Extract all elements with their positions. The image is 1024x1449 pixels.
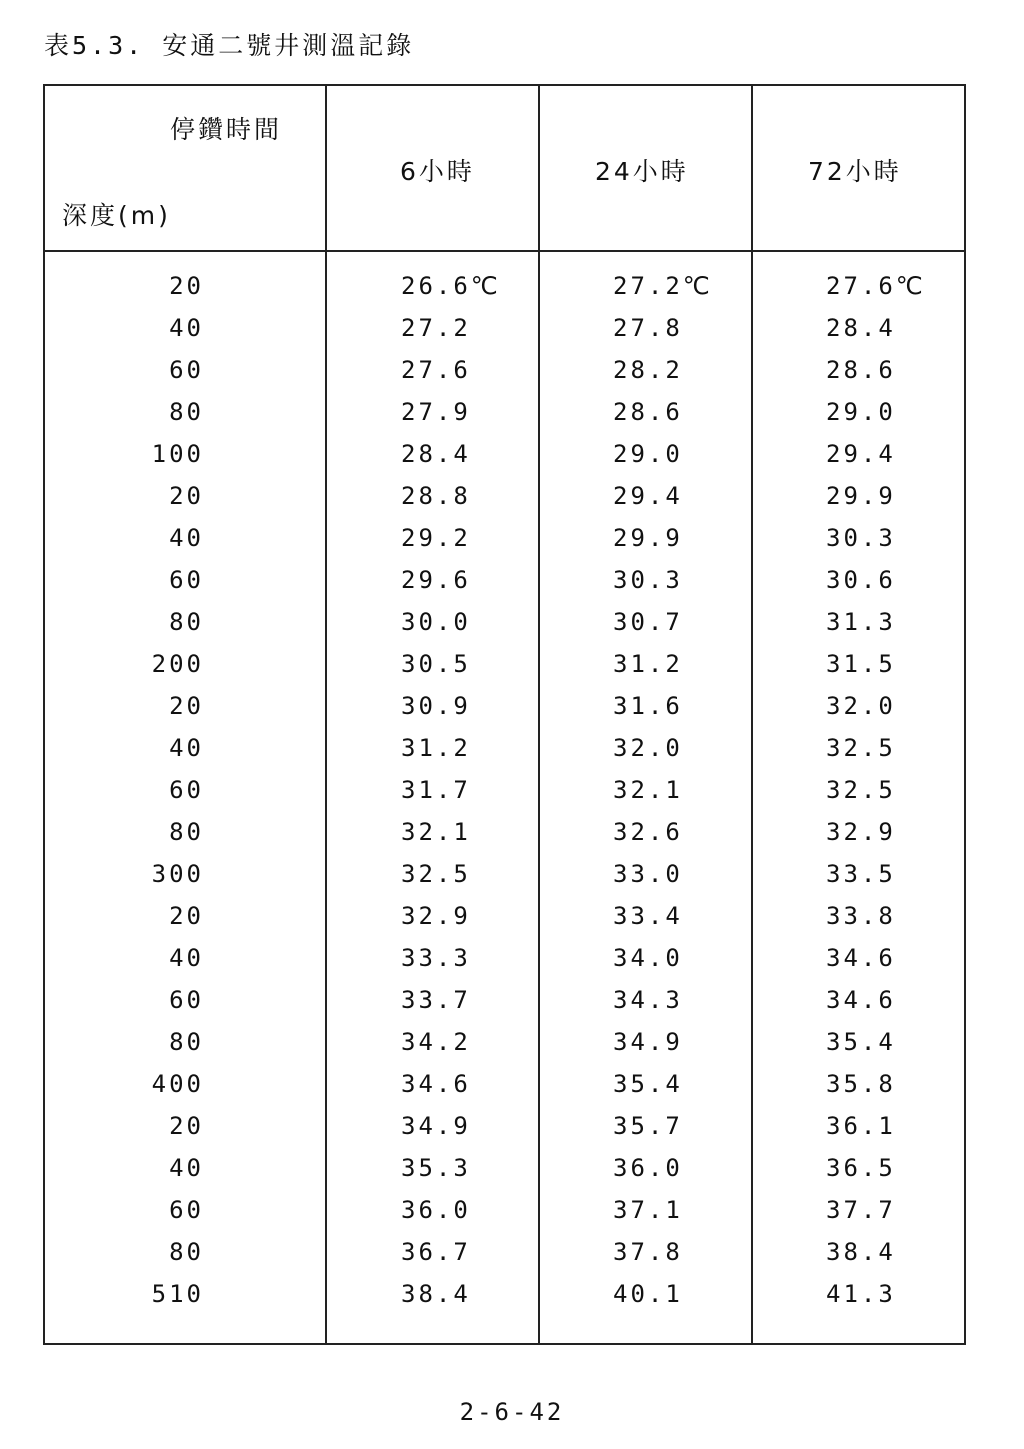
temp-24h-cell: 34.3 <box>613 986 683 1014</box>
depth-cell: 60 <box>169 356 204 384</box>
table-row <box>43 314 966 356</box>
temp-24h-cell: 29.9 <box>613 524 683 552</box>
table-row <box>43 566 966 608</box>
temp-6h-cell: 27.2 <box>401 314 471 342</box>
depth-cell: 20 <box>169 902 204 930</box>
temp-6h-cell: 26.6℃ <box>401 272 501 300</box>
temp-6h-cell: 38.4 <box>401 1280 471 1308</box>
depth-cell: 510 <box>151 1280 204 1308</box>
temp-6h-cell: 29.6 <box>401 566 471 594</box>
temp-72h-cell: 27.6℃ <box>826 272 926 300</box>
depth-cell: 60 <box>169 566 204 594</box>
depth-cell: 400 <box>151 1070 204 1098</box>
temp-72h-cell: 35.8 <box>826 1070 896 1098</box>
depth-cell: 80 <box>169 608 204 636</box>
table-row <box>43 272 966 314</box>
header-divider <box>43 250 966 252</box>
temp-24h-cell: 33.0 <box>613 860 683 888</box>
depth-cell: 40 <box>169 734 204 762</box>
depth-cell: 40 <box>169 314 204 342</box>
depth-cell: 60 <box>169 986 204 1014</box>
stop-time-label: 停鑽時間 <box>170 115 283 144</box>
temp-72h-cell: 32.9 <box>826 818 896 846</box>
table-row <box>43 902 966 944</box>
temp-72h-cell: 30.6 <box>826 566 896 594</box>
table-row <box>43 1112 966 1154</box>
temp-72h-cell: 33.8 <box>826 902 896 930</box>
depth-cell: 80 <box>169 818 204 846</box>
temp-6h-cell: 31.2 <box>401 734 471 762</box>
temp-72h-cell: 31.5 <box>826 650 896 678</box>
temp-6h-cell: 28.8 <box>401 482 471 510</box>
temp-24h-cell: 30.3 <box>613 566 683 594</box>
temp-24h-cell: 28.6 <box>613 398 683 426</box>
temp-24h-cell: 28.2 <box>613 356 683 384</box>
depth-cell: 80 <box>169 1028 204 1056</box>
table-row <box>43 734 966 776</box>
table-body <box>43 272 966 1322</box>
table-row <box>43 356 966 398</box>
table-row <box>43 986 966 1028</box>
table-row <box>43 608 966 650</box>
depth-cell: 300 <box>151 860 204 888</box>
temp-72h-cell: 32.5 <box>826 734 896 762</box>
temp-6h-cell: 35.3 <box>401 1154 471 1182</box>
temp-24h-cell: 32.1 <box>613 776 683 804</box>
temp-72h-cell: 37.7 <box>826 1196 896 1224</box>
table-row <box>43 524 966 566</box>
depth-cell: 80 <box>169 398 204 426</box>
depth-cell: 40 <box>169 944 204 972</box>
temp-6h-cell: 32.5 <box>401 860 471 888</box>
temp-24h-cell: 31.2 <box>613 650 683 678</box>
depth-cell: 80 <box>169 1238 204 1266</box>
temp-24h-cell: 35.4 <box>613 1070 683 1098</box>
table-row <box>43 650 966 692</box>
depth-label: 深度(m) <box>62 201 171 230</box>
table-row <box>43 1238 966 1280</box>
depth-cell: 40 <box>169 524 204 552</box>
temp-6h-cell: 27.9 <box>401 398 471 426</box>
temp-6h-cell: 34.6 <box>401 1070 471 1098</box>
temp-6h-cell: 32.1 <box>401 818 471 846</box>
temp-72h-cell: 36.5 <box>826 1154 896 1182</box>
depth-cell: 100 <box>151 440 204 468</box>
temp-24h-cell: 37.1 <box>613 1196 683 1224</box>
temp-72h-cell: 29.4 <box>826 440 896 468</box>
temp-6h-cell: 33.3 <box>401 944 471 972</box>
temp-6h-cell: 36.0 <box>401 1196 471 1224</box>
temp-6h-cell: 27.6 <box>401 356 471 384</box>
temp-72h-cell: 32.0 <box>826 692 896 720</box>
temp-24h-cell: 35.7 <box>613 1112 683 1140</box>
table-row <box>43 818 966 860</box>
temp-72h-cell: 33.5 <box>826 860 896 888</box>
temp-6h-cell: 34.2 <box>401 1028 471 1056</box>
temp-72h-cell: 31.3 <box>826 608 896 636</box>
temp-6h-cell: 32.9 <box>401 902 471 930</box>
temp-24h-cell: 32.0 <box>613 734 683 762</box>
temp-72h-cell: 41.3 <box>826 1280 896 1308</box>
temp-6h-cell: 30.5 <box>401 650 471 678</box>
table-row <box>43 440 966 482</box>
temp-6h-cell: 30.9 <box>401 692 471 720</box>
temp-72h-cell: 38.4 <box>826 1238 896 1266</box>
temp-6h-cell: 34.9 <box>401 1112 471 1140</box>
temp-24h-cell: 29.4 <box>613 482 683 510</box>
table-row <box>43 1196 966 1238</box>
temp-72h-cell: 29.0 <box>826 398 896 426</box>
temp-72h-cell: 34.6 <box>826 944 896 972</box>
temp-24h-cell: 31.6 <box>613 692 683 720</box>
temp-24h-cell: 32.6 <box>613 818 683 846</box>
depth-cell: 20 <box>169 692 204 720</box>
depth-cell: 60 <box>169 1196 204 1224</box>
depth-cell: 20 <box>169 1112 204 1140</box>
temp-24h-cell: 34.0 <box>613 944 683 972</box>
temp-72h-cell: 32.5 <box>826 776 896 804</box>
temp-6h-cell: 31.7 <box>401 776 471 804</box>
column-header-6h: 6小時 <box>400 157 475 186</box>
temp-72h-cell: 35.4 <box>826 1028 896 1056</box>
depth-cell: 40 <box>169 1154 204 1182</box>
temp-6h-cell: 33.7 <box>401 986 471 1014</box>
temp-6h-cell: 29.2 <box>401 524 471 552</box>
table-row <box>43 1154 966 1196</box>
depth-cell: 200 <box>151 650 204 678</box>
table-caption: 表5.3. 安通二號井測溫記錄 <box>44 31 415 60</box>
table-row <box>43 1280 966 1322</box>
temp-72h-cell: 28.6 <box>826 356 896 384</box>
depth-cell: 20 <box>169 482 204 510</box>
temp-6h-cell: 28.4 <box>401 440 471 468</box>
depth-cell: 20 <box>169 272 204 300</box>
temp-24h-cell: 27.8 <box>613 314 683 342</box>
temp-6h-cell: 36.7 <box>401 1238 471 1266</box>
temp-24h-cell: 40.1 <box>613 1280 683 1308</box>
temp-24h-cell: 33.4 <box>613 902 683 930</box>
temp-72h-cell: 28.4 <box>826 314 896 342</box>
temp-72h-cell: 34.6 <box>826 986 896 1014</box>
temp-72h-cell: 30.3 <box>826 524 896 552</box>
table-row <box>43 944 966 986</box>
table-row <box>43 860 966 902</box>
temp-24h-cell: 37.8 <box>613 1238 683 1266</box>
table-row <box>43 398 966 440</box>
table-row <box>43 482 966 524</box>
temp-24h-cell: 29.0 <box>613 440 683 468</box>
temp-24h-cell: 30.7 <box>613 608 683 636</box>
depth-cell: 60 <box>169 776 204 804</box>
table-row <box>43 1070 966 1112</box>
page-number: 2-6-42 <box>459 1398 565 1426</box>
table-row <box>43 776 966 818</box>
table-row <box>43 692 966 734</box>
table-row <box>43 1028 966 1070</box>
temp-24h-cell: 36.0 <box>613 1154 683 1182</box>
temp-72h-cell: 36.1 <box>826 1112 896 1140</box>
column-header-72h: 72小時 <box>808 157 902 186</box>
temp-24h-cell: 34.9 <box>613 1028 683 1056</box>
temp-24h-cell: 27.2℃ <box>613 272 713 300</box>
temp-6h-cell: 30.0 <box>401 608 471 636</box>
temp-72h-cell: 29.9 <box>826 482 896 510</box>
column-header-24h: 24小時 <box>595 157 689 186</box>
